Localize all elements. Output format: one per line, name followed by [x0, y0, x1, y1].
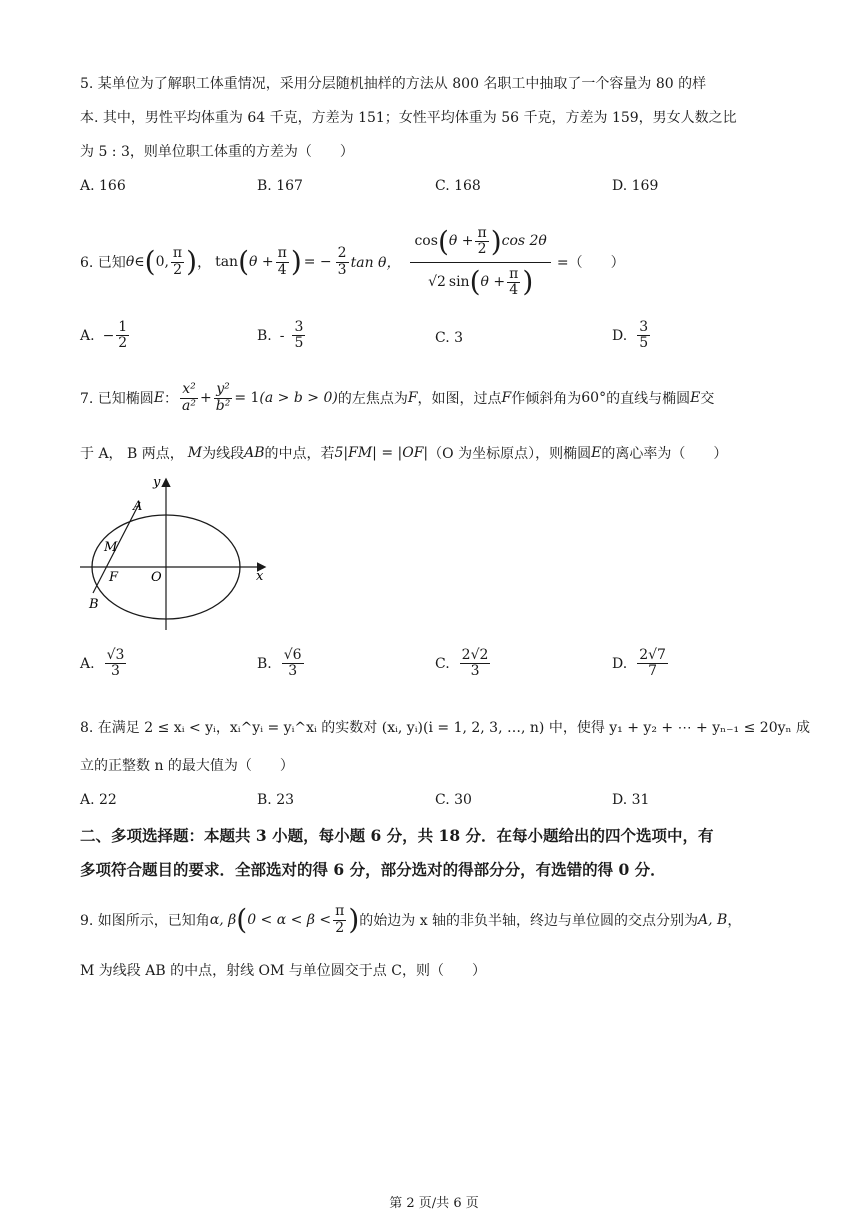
q6-option-d-num: 3 — [639, 319, 649, 335]
q7-option-a-den: 3 — [111, 663, 120, 680]
q8-line-2: 立的正整数 n 的最大值为（ ） — [80, 758, 294, 774]
q6-three: 3 — [337, 261, 347, 278]
q7-text-6: 为线段 — [202, 446, 245, 462]
q7-eq1: = 1 — [234, 390, 260, 406]
q6-option-d[interactable] — [612, 320, 652, 352]
q7-option-c-label: C. — [435, 655, 450, 672]
q6-option-b-frac — [292, 320, 305, 352]
q6-two-c: 2 — [477, 241, 487, 258]
q6-option-d-den: 5 — [639, 335, 649, 352]
q6-paren-close-3: ) — [490, 224, 502, 258]
q6-prefix: 6. 已知 — [80, 255, 126, 271]
q6-big-fraction — [410, 226, 550, 299]
q7-option-b[interactable] — [257, 648, 306, 680]
q6-cos2theta: cos 2θ — [501, 232, 547, 249]
q6-frac-pi-2b — [475, 226, 488, 258]
q6-paren-close-4: ) — [522, 265, 534, 299]
q8-line-1: 8. 在满足 2 ≤ xᵢ < yᵢ，xᵢ^yᵢ = yᵢ^xᵢ 的实数对 (xᵢ, yᵢ)(i = 1, 2, 3, …, n) 中，使得 y₁ + y₂ + ⋯ + yₙ₋₁ ≤ 20yₙ 成 — [80, 720, 811, 736]
q6-four: 4 — [277, 261, 287, 278]
q7-option-b-den: 3 — [288, 663, 298, 680]
q7-option-d[interactable] — [612, 648, 670, 680]
q9-frac-pi-2 — [333, 904, 346, 936]
q8-option-a[interactable]: A. 22 — [80, 792, 117, 808]
label-y: y — [153, 475, 161, 490]
q5-option-b[interactable]: B. 167 — [257, 178, 303, 194]
label-O: O — [151, 570, 162, 585]
q7-option-c[interactable] — [435, 648, 492, 680]
q9-text-1: 的始边为 x 轴的非负半轴，终边与单位圆的交点分别为 — [359, 913, 699, 929]
q7-option-b-frac — [282, 648, 304, 680]
q6-big-num — [410, 226, 550, 263]
q7-frac-x2-a2 — [180, 382, 198, 414]
q7-stem-line-1 — [80, 376, 714, 420]
q6-pi-3: π — [477, 224, 487, 241]
q9-line-2: M 为线段 AB 的中点，射线 OM 与单位圆交于点 C，则（ ） — [80, 963, 486, 979]
label-F: F — [109, 570, 119, 585]
q7-line-2-start: 于 A， B 两点， — [80, 446, 184, 462]
q6-paren-open-4: ( — [469, 265, 481, 299]
q6-option-d-frac — [637, 320, 650, 352]
q7-M: M — [187, 445, 203, 461]
q9-comma: ， — [727, 913, 742, 929]
q7-x2: x² — [182, 381, 196, 398]
q9-paren-open: ( — [236, 903, 248, 936]
q6-option-b-den: 5 — [294, 335, 304, 352]
q6-option-a[interactable] — [80, 320, 131, 352]
q6-in: ∈ — [134, 254, 145, 270]
q7-text-3: 作倾斜角为 — [511, 391, 582, 407]
q6-tan: tan — [215, 254, 239, 270]
q9-prefix: 9. 如图所示，已知角 — [80, 913, 210, 929]
section-2-heading-line-1: 二、多项选择题：本题共 3 小题，每小题 6 分，共 18 分．在每小题给出的四个选项中，有 — [80, 826, 714, 845]
q7-frac-y2-b2 — [214, 382, 233, 414]
q7-F-2: F — [501, 390, 512, 406]
q7-option-d-num: 2√7 — [639, 647, 666, 663]
q7-a2: a² — [182, 397, 197, 414]
q5-option-c[interactable]: C. 168 — [435, 178, 481, 194]
q7-option-b-num: √6 — [283, 647, 302, 663]
q7-text-9: 的离心率为（ ） — [601, 446, 728, 462]
q8-options — [80, 792, 780, 822]
q9-cond-left: 0 < α < β < — [247, 912, 332, 928]
q8-option-c[interactable]: C. 30 — [435, 792, 472, 808]
q6-option-c[interactable]: C. 3 — [435, 330, 464, 346]
q7-stem-line-2 — [80, 441, 727, 465]
page-footer: 第 2 页/共 6 页 — [389, 1196, 479, 1211]
q6-comma-1: ， — [197, 255, 212, 271]
q7-text-4: 的直线与椭圆 — [606, 391, 691, 407]
q6-paren-open-3: ( — [437, 224, 449, 258]
section-2-heading-line-2: 多项符合题目的要求．全部选对的得 6 分，部分选对的得部分分，有选错的得 0 分． — [80, 860, 666, 879]
q8-option-b[interactable]: B. 23 — [257, 792, 295, 808]
q6-paren-open: ( — [144, 245, 156, 278]
q6-option-b-sign: - — [279, 327, 285, 344]
q6-option-d-label: D. — [612, 327, 628, 344]
q6-theta-plus: θ + — [249, 254, 274, 270]
q7-F: F — [407, 390, 418, 406]
q6-theta: θ — [125, 254, 135, 270]
q5-line-3: 为 5 : 3，则单位职工体重的方差为（ ） — [80, 144, 354, 160]
q8-option-d[interactable]: D. 31 — [612, 792, 650, 808]
q6-option-b-label: B. — [257, 327, 272, 344]
q6-frac-2-3 — [336, 246, 349, 278]
q7-option-c-num: 2√2 — [461, 647, 489, 663]
q6-four-b: 4 — [509, 281, 519, 298]
label-M: M — [104, 540, 118, 555]
q6-stem — [80, 222, 625, 302]
q7-ellipse-figure — [76, 470, 276, 640]
q6-pi-4: π — [509, 265, 519, 282]
q7-text-5: 交 — [700, 391, 715, 407]
q7-option-c-frac — [460, 648, 491, 680]
q6-sqrt2: √2 — [428, 273, 446, 290]
q7-text-1: 的左焦点为 — [337, 391, 408, 407]
q6-option-a-den: 2 — [118, 335, 128, 352]
q7-option-c-den: 3 — [470, 663, 480, 680]
q7-option-d-den: 7 — [648, 663, 658, 680]
q7-cond: (a > b > 0) — [259, 390, 338, 406]
q7-AB: AB — [244, 445, 265, 461]
q7-option-a-num: √3 — [106, 647, 125, 663]
q7-text-2: ，如图，过点 — [417, 391, 502, 407]
q7-option-a-frac — [105, 648, 127, 680]
q6-pi: π — [172, 245, 183, 262]
label-A: A — [133, 499, 143, 514]
q9-paren-close: ) — [348, 903, 360, 936]
q6-sin: sin — [448, 273, 470, 290]
q9-AB: A, B — [698, 912, 728, 928]
q5-line-1: 5. 某单位为了解职工体重情况，采用分层随机抽样的方法从 800 名职工中抽取了一个容量为 80 的样 — [80, 76, 707, 92]
q6-two: 2 — [173, 261, 182, 278]
q6-big-den — [424, 263, 537, 299]
q9-alpha-beta: α, β — [209, 912, 237, 928]
q7-E-3: E — [591, 445, 602, 461]
q6-option-a-num: 1 — [118, 319, 128, 335]
q7-plus: + — [200, 390, 212, 406]
q5-line-2: 本. 其中，男性平均体重为 64 千克，方差为 151；女性平均体重为 56 千克，方差为 159，男女人数之比 — [80, 110, 737, 126]
q9-two: 2 — [335, 919, 345, 936]
q5-option-d[interactable]: D. 169 — [612, 178, 659, 194]
q6-theta-plus-2: θ + — [448, 232, 474, 249]
q6-options — [80, 320, 780, 364]
q6-option-b[interactable] — [257, 320, 307, 352]
q6-tan-theta: tan θ， — [350, 255, 401, 271]
q6-option-b-num: 3 — [294, 319, 304, 335]
q7-option-d-label: D. — [612, 655, 628, 672]
q7-options — [80, 648, 780, 692]
q6-option-a-frac — [116, 320, 129, 352]
q6-equals-blank: =（ ） — [556, 255, 625, 271]
q7-angle: 60° — [581, 390, 607, 406]
q6-frac-pi-4b — [507, 267, 520, 299]
q7-prefix: 7. 已知椭圆 — [80, 391, 154, 407]
q9-stem-line-1 — [80, 896, 741, 944]
q6-theta-plus-3: θ + — [480, 273, 506, 290]
q6-frac-pi-4 — [276, 246, 289, 278]
q7-cond-2: 5|FM| = |OF| — [334, 445, 429, 461]
q6-eq-neg: = − — [303, 254, 332, 270]
q5-options — [80, 178, 780, 208]
q7-option-b-label: B. — [257, 655, 272, 672]
q6-frac-pi-2 — [171, 246, 184, 278]
q6-two-b: 2 — [337, 245, 347, 262]
q7-b2: b² — [215, 397, 231, 414]
q6-option-a-sign: − — [102, 327, 115, 344]
q7-colon: ： — [164, 391, 179, 407]
q6-zero: 0, — [155, 254, 169, 270]
q7-text-7: 的中点，若 — [264, 446, 335, 462]
q7-option-d-frac — [637, 648, 668, 680]
q6-option-a-label: A. — [80, 327, 95, 344]
q6-paren-close-2: ) — [290, 245, 302, 278]
q7-y2: y² — [216, 381, 230, 398]
q7-text-8: （O 为坐标原点），则椭圆 — [428, 446, 592, 462]
label-B: B — [89, 597, 99, 612]
label-x: x — [256, 569, 264, 584]
q6-paren-open-2: ( — [238, 245, 249, 278]
q7-option-a[interactable] — [80, 648, 128, 680]
q6-pi-2: π — [277, 245, 287, 262]
q9-pi: π — [335, 903, 345, 920]
q7-E: E — [153, 390, 165, 406]
q7-option-a-label: A. — [80, 655, 95, 672]
q5-option-a[interactable]: A. 166 — [80, 178, 126, 194]
q6-cos: cos — [414, 232, 438, 249]
q6-paren-close: ) — [186, 245, 198, 278]
q7-E-2: E — [690, 390, 701, 406]
